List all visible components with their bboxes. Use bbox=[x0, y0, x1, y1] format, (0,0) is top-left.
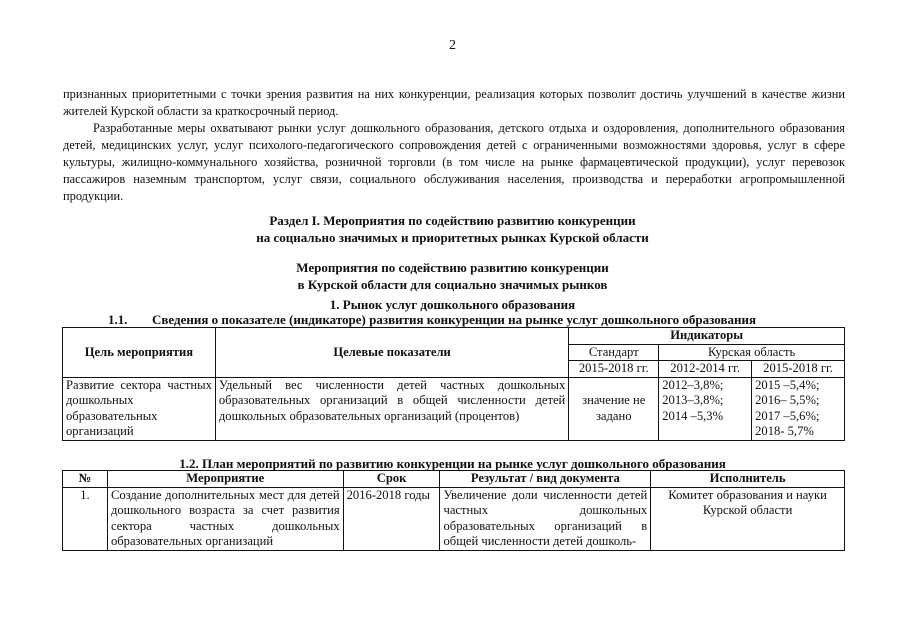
section-title: Раздел I. Мероприятия по содействию развитию конкуренции на социально значимых и приоритетных рынках Курской области bbox=[256, 213, 649, 245]
header-executor: Исполнитель bbox=[651, 471, 845, 488]
header-period-2012: 2012-2014 гг. bbox=[659, 361, 752, 378]
header-term: Срок bbox=[343, 471, 440, 488]
header-target: Целевые показатели bbox=[215, 328, 568, 378]
header-period-2015: 2015-2018 гг. bbox=[752, 361, 845, 378]
header-action: Мероприятие bbox=[107, 471, 343, 488]
header-indicators: Индикаторы bbox=[569, 328, 845, 345]
values-2015-2018-cell: 2015 –5,4%; 2016– 5,5%; 2017 –5,6%; 2018- 5,7% bbox=[752, 377, 845, 440]
table-row bbox=[63, 377, 845, 440]
header-num: № bbox=[63, 471, 108, 488]
values-2012-2014-cell: 2012–3,8%; 2013–3,8%; 2014 –5,3% bbox=[659, 377, 752, 440]
indicator-table bbox=[62, 327, 845, 441]
subsection-title: Мероприятия по содействию развитию конкуренции в Курской области для социально значимых рынков bbox=[296, 260, 609, 292]
header-goal: Цель мероприятия bbox=[63, 328, 216, 378]
market-title: 1. Рынок услуг дошкольного образования bbox=[329, 297, 576, 312]
goal-cell: Развитие сектора частных дошкольных образовательных организаций bbox=[63, 377, 216, 440]
row-result: Увеличение доли численности детей частных дошкольных образовательных организаций в общей численности детей дошколь- bbox=[440, 487, 651, 550]
header-region: Курская область bbox=[659, 344, 845, 361]
row-num: 1. bbox=[63, 487, 108, 550]
plan-table bbox=[62, 470, 845, 551]
header-standard: Стандарт bbox=[569, 344, 659, 361]
row-term: 2016-2018 годы bbox=[343, 487, 440, 550]
indicator-table-caption: 1.1. Сведения о показателе (индикаторе) развития конкуренции на рынке услуг дошкольного образования bbox=[108, 312, 756, 327]
table-row bbox=[63, 487, 845, 550]
header-result: Результат / вид документа bbox=[440, 471, 651, 488]
standard-value-cell: значение не задано bbox=[569, 377, 659, 440]
row-action: Создание дополнительных мест для детей дошкольного возраста за счет развития сектора частных дошкольных образовательных организаций bbox=[107, 487, 343, 550]
plan-table-caption: 1.2. План мероприятий по развитию конкуренции на рынке услуг дошкольного образования bbox=[179, 456, 726, 471]
row-executor: Комитет образования и науки Курской области bbox=[651, 487, 845, 550]
header-period-standard: 2015-2018 гг. bbox=[569, 361, 659, 378]
intro-paragraph: признанных приоритетными с точки зрения развития на них конкуренции, реализация которых позволит достичь улучшений в качестве жизни жителей Курской области за краткосрочный период. bbox=[63, 87, 845, 118]
page-number: 2 bbox=[449, 38, 456, 53]
target-cell: Удельный вес численности детей частных дошкольных образовательных организаций в общей численности детей дошкольных образовательных организаций (процентов) bbox=[215, 377, 568, 440]
markets-paragraph: Разработанные меры охватывают рынки услуг дошкольного образования, детского отдыха и оздоровления, дополнительного образования детей, медицинских услуг, услуг психолого-педагогического сопровождения детей с ограниченными возможностями здоровья, услуг в сфере культуры, жилищно-коммунального хозяйства, розничной торговли (в том числе на рынке фармацевтической продукции), услуг перевозок пассажиров наземным транспортом, услуг связи, социального обслуживания населения, производства и переработки агропромышленной продукции. bbox=[63, 121, 845, 203]
